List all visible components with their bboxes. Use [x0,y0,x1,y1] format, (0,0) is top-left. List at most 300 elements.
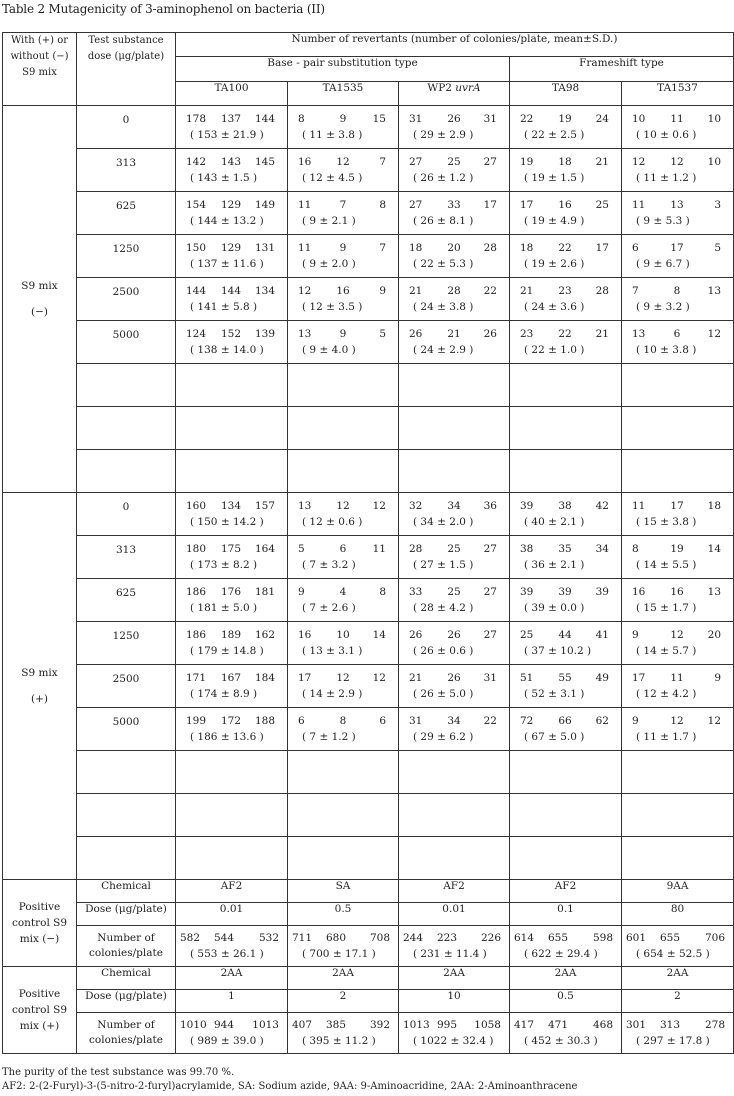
plate-3: 31 [483,113,497,125]
plate-3: 22 [483,715,497,727]
empty-cell [77,407,176,450]
count-label: Number of colonies/plate [77,1013,176,1054]
revertant-cell [622,192,734,235]
revertant-values [510,278,621,320]
plate-1: 16 [632,586,646,598]
plate-3: 149 [254,199,275,211]
plate-3: 5 [379,328,386,340]
revertant-cell [288,235,399,278]
revertant-cell [510,665,622,708]
empty-cell [176,794,288,837]
revertant-values [510,235,621,277]
plate-1: 21 [520,285,534,297]
table-row [3,708,734,751]
plate-1: 160 [186,500,207,512]
plate-3: 28 [595,285,609,297]
plate-2: 129 [220,242,242,254]
empty-cell [510,407,622,450]
plate-3: 14 [707,543,722,555]
plate-3: 49 [595,672,609,684]
plate-1: 407 [292,1019,313,1031]
revertant-values [622,493,733,535]
plate-2: 189 [220,629,242,641]
mean-sd: ( 9 ± 5.3 ) [636,215,690,227]
mean-sd: ( 186 ± 13.6 ) [190,731,264,743]
plate-3: 27 [483,156,497,168]
mean-sd: ( 14 ± 5.5 ) [636,559,697,571]
revertant-values [510,106,621,148]
plate-3: 392 [369,1019,390,1031]
empty-cell [510,751,622,794]
plate-2: 167 [220,672,242,684]
plate-1: 10 [632,113,646,125]
plate-3: 14 [372,629,386,641]
revertant-cell [288,536,399,579]
plate-1: 32 [409,500,423,512]
revertant-cell [399,493,510,536]
revertant-cell [622,149,734,192]
revertant-values [622,622,733,664]
plate-1: 9 [632,715,639,727]
dose-cell: 313 [77,536,176,579]
mean-sd: ( 179 ± 14.8 ) [190,645,264,657]
revertant-values [622,579,733,621]
mean-sd: ( 9 ± 4.0 ) [302,344,356,356]
revertants-header: Number of revertants (number of colonies/plate, mean±S.D.) [176,33,734,57]
revertant-cell [622,321,734,364]
s9-label: S9 mix [21,667,58,679]
strain-suffix: uvrA [455,82,481,94]
plate-1: 16 [298,629,312,641]
plate-1: 301 [626,1019,647,1031]
plate-3: 27 [483,586,497,598]
plate-3: 15 [372,113,386,125]
revertant-cell [176,579,288,622]
revertant-cell [510,149,622,192]
chemical-cell: AF2 [510,880,622,903]
plate-1: 11 [298,199,312,211]
dose-cell: 2500 [77,665,176,708]
plate-2: 995 [437,1019,458,1031]
plate-1: 12 [298,285,312,297]
plate-3: 6 [379,715,386,727]
empty-row [3,751,734,794]
plate-3: 21 [595,156,609,168]
empty-cell [77,837,176,880]
plate-1: 31 [409,113,423,125]
revertant-values [510,149,621,191]
empty-cell [622,794,734,837]
revertant-values [176,321,287,363]
positive-count-cell [399,1013,510,1054]
mean-sd: ( 14 ± 5.7 ) [636,645,697,657]
plate-3: 139 [254,328,275,340]
revertant-values [399,278,509,320]
empty-cell [77,794,176,837]
plate-2: 33 [447,199,461,211]
plate-1: 9 [298,586,305,598]
plate-3: 7 [379,242,386,254]
plate-1: 17 [520,199,534,211]
revertant-values [176,665,287,707]
plate-2: 12 [336,500,350,512]
plate-1: 26 [409,328,423,340]
revertant-cell [510,708,622,751]
mean-sd: ( 622 ± 29.4 ) [524,948,598,960]
plate-2: 313 [660,1019,681,1031]
plate-3: 31 [483,672,497,684]
positive-dose-cell: 0.5 [510,990,622,1013]
positive-dose-cell: 80 [622,903,734,926]
empty-cell [77,450,176,493]
plate-2: 8 [673,285,681,297]
mean-sd: ( 19 ± 1.5 ) [524,172,585,184]
mean-sd: ( 452 ± 30.3 ) [524,1035,598,1047]
mean-sd: ( 12 ± 4.5 ) [302,172,363,184]
plate-2: 137 [220,113,242,125]
plate-2: 13 [670,199,684,211]
plate-2: 10 [336,629,350,641]
revertant-cell [622,278,734,321]
table-row [3,192,734,235]
positive-dose-cell: 0.01 [399,903,510,926]
revertant-values [176,493,287,535]
table-row [3,622,734,665]
plate-3: 184 [254,672,275,684]
plate-3: 12 [707,328,722,340]
plate-2: 38 [558,500,572,512]
chemical-cell: 9AA [622,880,734,903]
revertant-cell [176,493,288,536]
plate-3: 157 [254,500,275,512]
plate-1: 13 [298,328,312,340]
mean-sd: ( 11 ± 1.7 ) [636,731,697,743]
revertant-values [176,622,287,664]
plate-2: 7 [339,199,347,211]
mean-sd: ( 40 ± 2.1 ) [524,516,585,528]
plate-1: 11 [298,242,312,254]
chemical-cell: SA [288,880,399,903]
mean-sd: ( 9 ± 6.7 ) [636,258,690,270]
mean-sd: ( 13 ± 3.1 ) [302,645,363,657]
revertant-cell [399,321,510,364]
plate-3: 164 [254,543,275,555]
plate-1: 17 [632,672,646,684]
plate-3: 7 [379,156,386,168]
mean-sd: ( 34 ± 2.0 ) [413,516,474,528]
revertant-cell [399,278,510,321]
revertant-cell [288,622,399,665]
revertant-values [288,106,398,148]
plate-2: 19 [558,113,572,125]
revertant-cell [399,106,510,149]
empty-cell [399,837,510,880]
mean-sd: ( 29 ± 2.9 ) [413,129,474,141]
revertant-values [622,149,733,191]
revertant-values [176,579,287,621]
revertant-cell [288,106,399,149]
plate-1: 9 [632,629,639,641]
revertant-cell [622,665,734,708]
empty-cell [176,450,288,493]
plate-1: 17 [298,672,312,684]
revertant-cell [176,106,288,149]
strain-header: TA1535 [288,82,399,106]
plate-2: 471 [548,1019,569,1031]
plate-2: 544 [214,932,235,944]
plate-2: 17 [670,242,684,254]
plate-1: 18 [520,242,534,254]
plate-2: 680 [326,932,347,944]
strain-header: TA100 [176,82,288,106]
plate-2: 12 [336,672,350,684]
positive-count-values [622,926,733,966]
plate-3: 9 [714,672,722,684]
revertant-values [622,106,733,148]
frameshift-header: Frameshift type [510,57,734,82]
s9-label: S9 mix [21,280,58,292]
s9-header: With (+) or without (−) S9 mix [3,33,77,106]
plate-2: 4 [339,586,347,598]
revertant-cell [176,149,288,192]
positive-dose-cell: 0.5 [288,903,399,926]
plate-2: 6 [339,543,347,555]
table-row [3,278,734,321]
mean-sd: ( 138 ± 14.0 ) [190,344,264,356]
revertant-values [622,192,733,234]
plate-1: 26 [409,629,423,641]
plate-2: 66 [558,715,572,727]
plate-1: 72 [520,715,534,727]
plate-3: 3 [714,199,722,211]
mean-sd: ( 174 ± 8.9 ) [190,688,258,700]
plate-3: 10 [707,156,722,168]
plate-2: 223 [437,932,458,944]
revertant-cell [510,321,622,364]
mean-sd: ( 22 ± 2.5 ) [524,129,585,141]
positive-dose-row [3,990,734,1013]
mean-sd: ( 37 ± 10.2 ) [524,645,592,657]
plate-1: 33 [409,586,423,598]
plate-3: 27 [483,629,497,641]
chemical-cell: 2AA [288,967,399,990]
strain-header: TA1537 [622,82,734,106]
revertant-cell [622,579,734,622]
mean-sd: ( 26 ± 1.2 ) [413,172,474,184]
revertant-values [288,622,398,664]
revertant-cell [399,192,510,235]
plate-3: 278 [704,1019,726,1031]
dose-cell: 1250 [77,235,176,278]
chemical-cell: 2AA [622,967,734,990]
empty-cell [288,837,399,880]
revertant-cell [176,192,288,235]
plate-2: 55 [558,672,572,684]
chemical-cell: 2AA [176,967,288,990]
plate-3: 17 [483,199,497,211]
plate-1: 1010 [180,1019,207,1031]
mean-sd: ( 10 ± 0.6 ) [636,129,697,141]
plate-1: 31 [409,715,423,727]
revertant-cell [399,622,510,665]
chemical-cell: AF2 [399,880,510,903]
plate-3: 13 [707,586,722,598]
empty-cell [399,794,510,837]
plate-1: 21 [409,285,423,297]
mean-sd: ( 12 ± 0.6 ) [302,516,363,528]
plate-1: 1013 [403,1019,430,1031]
revertant-cell [622,106,734,149]
plate-3: 5 [714,242,722,254]
plate-2: 17 [670,500,684,512]
plate-2: 143 [220,156,242,168]
table-row [3,579,734,622]
revertant-cell [510,536,622,579]
plate-2: 25 [447,543,461,555]
plate-3: 21 [595,328,609,340]
empty-cell [399,364,510,407]
revertant-cell [288,708,399,751]
dose-cell: 5000 [77,708,176,751]
plate-2: 655 [548,932,569,944]
revertant-values [510,192,621,234]
mean-sd: ( 19 ± 2.6 ) [524,258,585,270]
plate-2: 16 [558,199,572,211]
plate-2: 12 [670,629,684,641]
mean-sd: ( 7 ± 2.6 ) [302,602,356,614]
plate-2: 175 [220,543,242,555]
mean-sd: ( 10 ± 3.8 ) [636,344,697,356]
plate-3: 8 [379,199,386,211]
revertant-cell [399,235,510,278]
positive-control-label: Positive control S9 mix (−) [3,880,77,967]
positive-dose-cell: 2 [288,990,399,1013]
count-label: Number of colonies/plate [77,926,176,967]
plate-1: 51 [520,672,534,684]
positive-count-values [288,926,398,966]
plate-2: 35 [558,543,572,555]
mean-sd: ( 67 ± 5.0 ) [524,731,585,743]
plate-3: 20 [707,629,722,641]
dose-cell: 1250 [77,622,176,665]
plate-3: 34 [595,543,609,555]
plate-1: 171 [186,672,207,684]
plate-3: 1058 [474,1019,501,1031]
mean-sd: ( 39 ± 0.0 ) [524,602,585,614]
table-title: Table 2 Mutagenicity of 3-aminophenol on bacteria (II) [2,2,325,16]
revertant-cell [510,493,622,536]
revertant-values [176,106,287,148]
footnote-abbreviations: AF2: 2-(2-Furyl)-3-(5-nitro-2-furyl)acrylamide, SA: Sodium azide, 9AA: 9-Aminoacridine, 2AA: 2-Aminoanthracene [2,1081,578,1092]
revertant-values [176,149,287,191]
revertant-values [288,149,398,191]
revertant-values [510,536,621,578]
plate-1: 39 [520,586,534,598]
mean-sd: ( 52 ± 3.1 ) [524,688,585,700]
plate-1: 142 [186,156,207,168]
table-row [3,149,734,192]
positive-dose-cell: 0.01 [176,903,288,926]
footnote-purity: The purity of the test substance was 99.70 %. [2,1067,235,1078]
empty-cell [622,837,734,880]
positive-count-row [3,1013,734,1054]
revertant-cell [288,579,399,622]
positive-count-values [176,926,287,966]
plate-1: 178 [186,113,207,125]
positive-control-label: Positive control S9 mix (+) [3,967,77,1054]
revertant-values [176,235,287,277]
s9-sign: (+) [31,693,48,705]
plate-2: 22 [558,328,572,340]
mean-sd: ( 173 ± 8.2 ) [190,559,258,571]
mean-sd: ( 19 ± 4.9 ) [524,215,585,227]
dose-cell: 625 [77,579,176,622]
plate-1: 5 [298,543,305,555]
chemical-cell: AF2 [176,880,288,903]
revertant-cell [510,235,622,278]
plate-2: 9 [339,242,347,254]
empty-cell [510,450,622,493]
plate-2: 26 [447,672,461,684]
revertant-values [288,536,398,578]
positive-count-cell [288,1013,399,1054]
plate-3: 10 [707,113,722,125]
revertant-cell [288,493,399,536]
dose-label: Dose (μg/plate) [77,990,176,1013]
revertant-cell [399,708,510,751]
plate-1: 601 [626,932,647,944]
revertant-values [288,665,398,707]
mean-sd: ( 22 ± 5.3 ) [413,258,474,270]
dose-cell: 625 [77,192,176,235]
revertant-values [510,321,621,363]
revertant-cell [510,106,622,149]
plate-3: 36 [483,500,497,512]
positive-count-cell [399,926,510,967]
mean-sd: ( 26 ± 0.6 ) [413,645,474,657]
plate-2: 26 [447,629,461,641]
plate-1: 199 [186,715,207,727]
positive-count-cell [622,1013,734,1054]
mean-sd: ( 12 ± 3.5 ) [302,301,363,313]
plate-1: 18 [409,242,423,254]
plate-2: 8 [339,715,347,727]
chemical-label: Chemical [77,880,176,903]
mean-sd: ( 144 ± 13.2 ) [190,215,264,227]
plate-3: 17 [595,242,609,254]
plate-1: 27 [409,156,423,168]
revertant-cell [399,665,510,708]
revertant-values [176,278,287,320]
table-row [3,493,734,536]
plate-1: 8 [298,113,305,125]
plate-3: 13 [707,285,722,297]
table-row [3,235,734,278]
strain-header: WP2 uvrA [399,82,510,106]
mean-sd: ( 22 ± 1.0 ) [524,344,585,356]
mutagenicity-table [2,32,734,1054]
revertant-values [288,708,398,750]
plate-1: 186 [186,586,207,598]
mean-sd: ( 9 ± 2.1 ) [302,215,356,227]
mean-sd: ( 36 ± 2.1 ) [524,559,585,571]
s9-group-label [3,493,77,880]
revertant-values [399,493,509,535]
empty-cell [622,751,734,794]
revertant-values [622,278,733,320]
plate-2: 385 [326,1019,347,1031]
revertant-cell [622,708,734,751]
